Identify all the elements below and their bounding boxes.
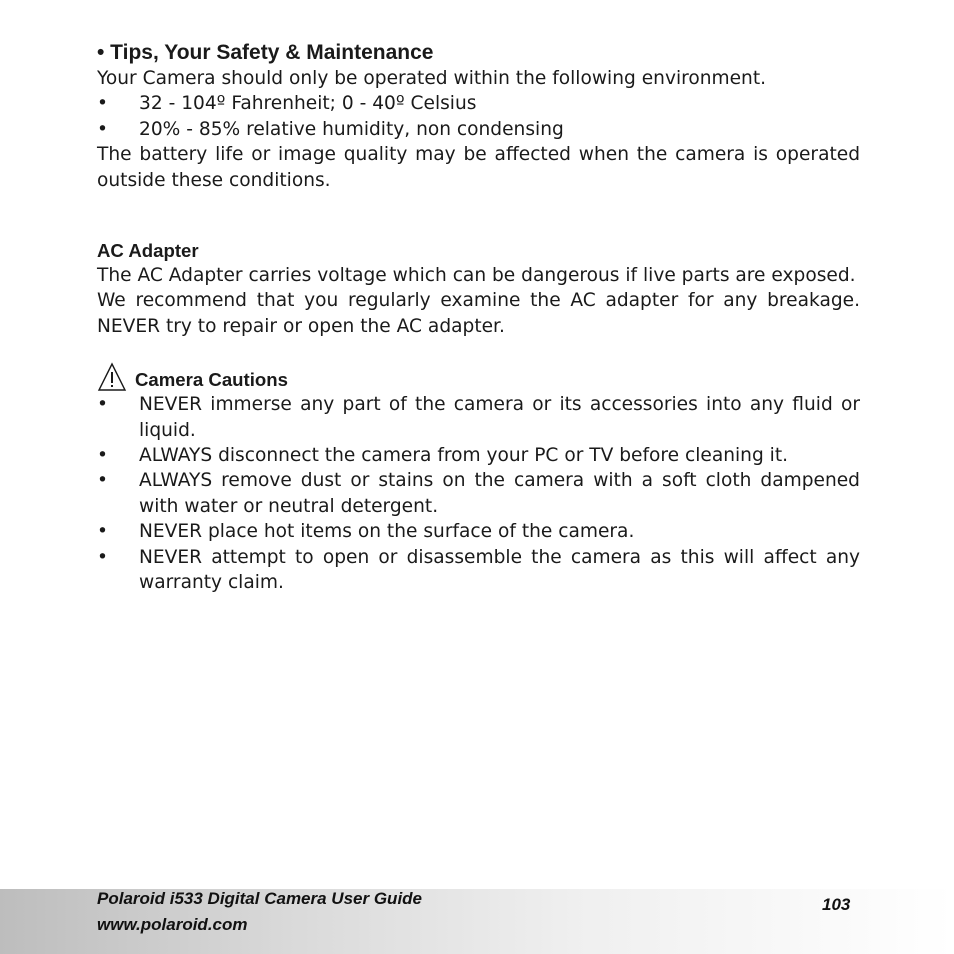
caution-text: ALWAYS remove dust or stains on the camera with a soft cloth dampened with water or neutral detergent. [139,470,860,517]
ac-adapter-para-2: We recommend that you regularly examine the AC adapter for any breakage. NEVER try to repair or open the AC adapter. [97,290,860,337]
bullet: • [97,546,108,568]
caution-text: NEVER place hot items on the surface of the camera. [139,521,635,543]
website-url: www.polaroid.com [97,915,248,934]
ac-adapter-heading: AC Adapter [97,240,199,262]
bullet: • [97,118,108,140]
list-item [97,91,860,116]
list-item [97,545,860,596]
battery-note: The battery life or image quality may be affected when the camera is operated outside these conditions. [97,144,860,191]
page-number: 103 [822,895,851,914]
list-item [97,468,860,519]
list-item [97,117,860,142]
bullet: • [97,521,108,543]
bullet: • [97,394,108,416]
intro-text: Your Camera should only be operated within the following environment. [97,68,767,89]
list-item [97,392,860,443]
condition-temperature: 32 - 104º Fahrenheit; 0 - 40º Celsius [139,93,477,115]
list-item [97,519,860,544]
caution-text: NEVER immerse any part of the camera or its accessories into any fluid or liquid. [139,394,860,441]
camera-cautions-header [97,361,860,392]
guide-title: Polaroid i533 Digital Camera User Guide [97,889,423,908]
camera-cautions-heading: Camera Cautions [135,369,288,391]
page-content [97,40,860,596]
bullet: • [97,445,108,467]
warning-triangle-icon [97,362,127,392]
section-title: • Tips, Your Safety & Maintenance [97,41,434,64]
bullet: • [97,470,108,492]
caution-text: ALWAYS disconnect the camera from your PC or TV before cleaning it. [139,445,789,467]
caution-text: NEVER attempt to open or disassemble the camera as this will affect any warranty claim. [139,546,860,594]
cautions-list [97,392,860,595]
ac-adapter-para-1: The AC Adapter carries voltage which can be dangerous if live parts are exposed. [97,265,856,287]
page-footer [0,889,954,954]
list-item [97,443,860,468]
bullet: • [97,93,108,115]
condition-humidity: 20% - 85% relative humidity, non condensing [139,118,564,140]
